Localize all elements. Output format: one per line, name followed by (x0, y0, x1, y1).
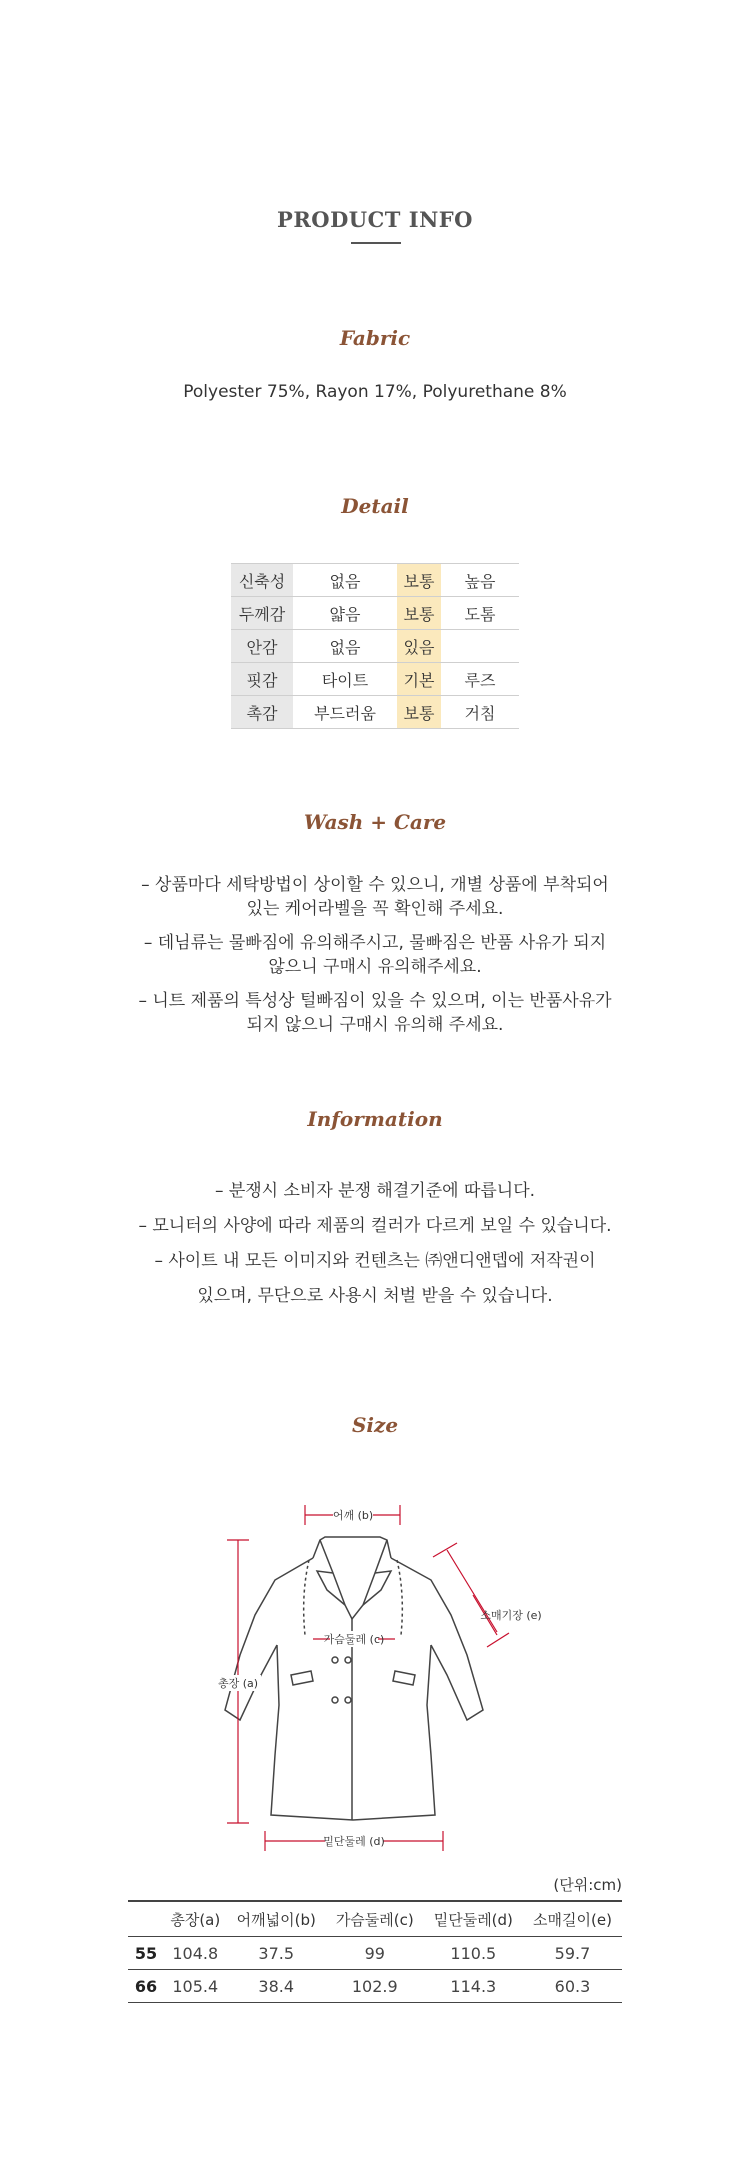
size-value: 110.5 (424, 1937, 523, 1970)
chest-label: 가슴둘레 (c) (323, 1633, 385, 1646)
size-value: 60.3 (523, 1970, 622, 2003)
wash-title: Wash + Care (303, 810, 447, 834)
sleeve-label: 소매기장 (e) (480, 1609, 542, 1622)
wash-line: – 상품마다 세탁방법이 상이할 수 있으니, 개별 상품에 부착되어 (141, 875, 609, 895)
detail-value-low: 부드러움 (293, 696, 397, 729)
size-row (128, 1970, 622, 2003)
information-title: Information (307, 1107, 443, 1131)
detail-label: 신축성 (231, 564, 293, 597)
information-line: – 사이트 내 모든 이미지와 컨텐츠는 ㈜앤디앤뎁에 저작권이 (154, 1251, 596, 1271)
detail-value-low: 없음 (293, 630, 397, 663)
wash-line: 않으니 구매시 유의해주세요. (268, 957, 482, 977)
information-line: – 분쟁시 소비자 분쟁 해결기준에 따릅니다. (214, 1181, 536, 1201)
size-header: 총장(a) (164, 1901, 227, 1937)
size-header: 밑단둘레(d) (424, 1901, 523, 1937)
size-value: 59.7 (523, 1937, 622, 1970)
detail-value-high: 도톰 (441, 597, 519, 630)
coat-diagram (205, 1495, 565, 1865)
size-table (128, 1900, 622, 2003)
size-value: 104.8 (164, 1937, 227, 1970)
wash-line: 되지 않으니 구매시 유의해 주세요. (246, 1015, 504, 1035)
wash-line: 있는 케어라벨을 꼭 확인해 주세요. (246, 899, 504, 919)
detail-label: 안감 (231, 630, 293, 663)
detail-value-selected: 기본 (397, 663, 441, 696)
coat-outline-icon (225, 1537, 483, 1820)
size-label: 66 (128, 1970, 164, 2003)
detail-label: 두께감 (231, 597, 293, 630)
detail-table (231, 563, 519, 729)
size-header: 가슴둘레(c) (326, 1901, 424, 1937)
size-header: 소매길이(e) (523, 1901, 622, 1937)
size-header: 어깨넓이(b) (227, 1901, 326, 1937)
detail-title: Detail (341, 494, 409, 518)
detail-value-high: 루즈 (441, 663, 519, 696)
detail-value-high: 높음 (441, 564, 519, 597)
size-value: 38.4 (227, 1970, 326, 2003)
detail-row (231, 597, 519, 630)
detail-value-selected: 보통 (397, 597, 441, 630)
title-underline (351, 242, 401, 244)
size-value: 105.4 (164, 1970, 227, 2003)
wash-line: – 데님류는 물빠짐에 유의해주시고, 물빠짐은 반품 사유가 되지 (143, 933, 607, 953)
detail-value-selected: 보통 (397, 564, 441, 597)
detail-row (231, 630, 519, 663)
size-value: 99 (326, 1937, 424, 1970)
size-value: 114.3 (424, 1970, 523, 2003)
detail-value-selected: 보통 (397, 696, 441, 729)
hem-label: 밑단둘레 (d) (323, 1835, 385, 1848)
information-line: – 모니터의 사양에 따라 제품의 컬러가 다르게 보일 수 있습니다. (138, 1216, 612, 1236)
detail-value-low: 타이트 (293, 663, 397, 696)
detail-row (231, 564, 519, 597)
page-title: PRODUCT INFO (277, 207, 473, 232)
fabric-text: Polyester 75%, Rayon 17%, Polyurethane 8% (183, 382, 567, 402)
detail-value-low: 얇음 (293, 597, 397, 630)
size-header-row (128, 1901, 622, 1937)
detail-label: 촉감 (231, 696, 293, 729)
detail-value-selected: 있음 (397, 630, 441, 663)
detail-value-high: 거침 (441, 696, 519, 729)
information-line: 있으며, 무단으로 사용시 처벌 받을 수 있습니다. (197, 1286, 553, 1306)
detail-value-low: 없음 (293, 564, 397, 597)
fabric-title: Fabric (339, 326, 411, 350)
unit-label: (단위:cm) (553, 1876, 622, 1894)
size-value: 102.9 (326, 1970, 424, 2003)
shoulder-label: 어깨 (b) (332, 1509, 374, 1522)
detail-value-high (441, 630, 519, 663)
detail-row (231, 663, 519, 696)
size-value: 37.5 (227, 1937, 326, 1970)
size-row (128, 1937, 622, 1970)
detail-label: 핏감 (231, 663, 293, 696)
wash-line: – 니트 제품의 특성상 털빠짐이 있을 수 있으며, 이는 반품사유가 (138, 991, 612, 1011)
detail-row (231, 696, 519, 729)
size-label: 55 (128, 1937, 164, 1970)
size-header (128, 1901, 164, 1937)
size-title: Size (351, 1413, 399, 1437)
length-label: 총장 (a) (217, 1677, 259, 1690)
